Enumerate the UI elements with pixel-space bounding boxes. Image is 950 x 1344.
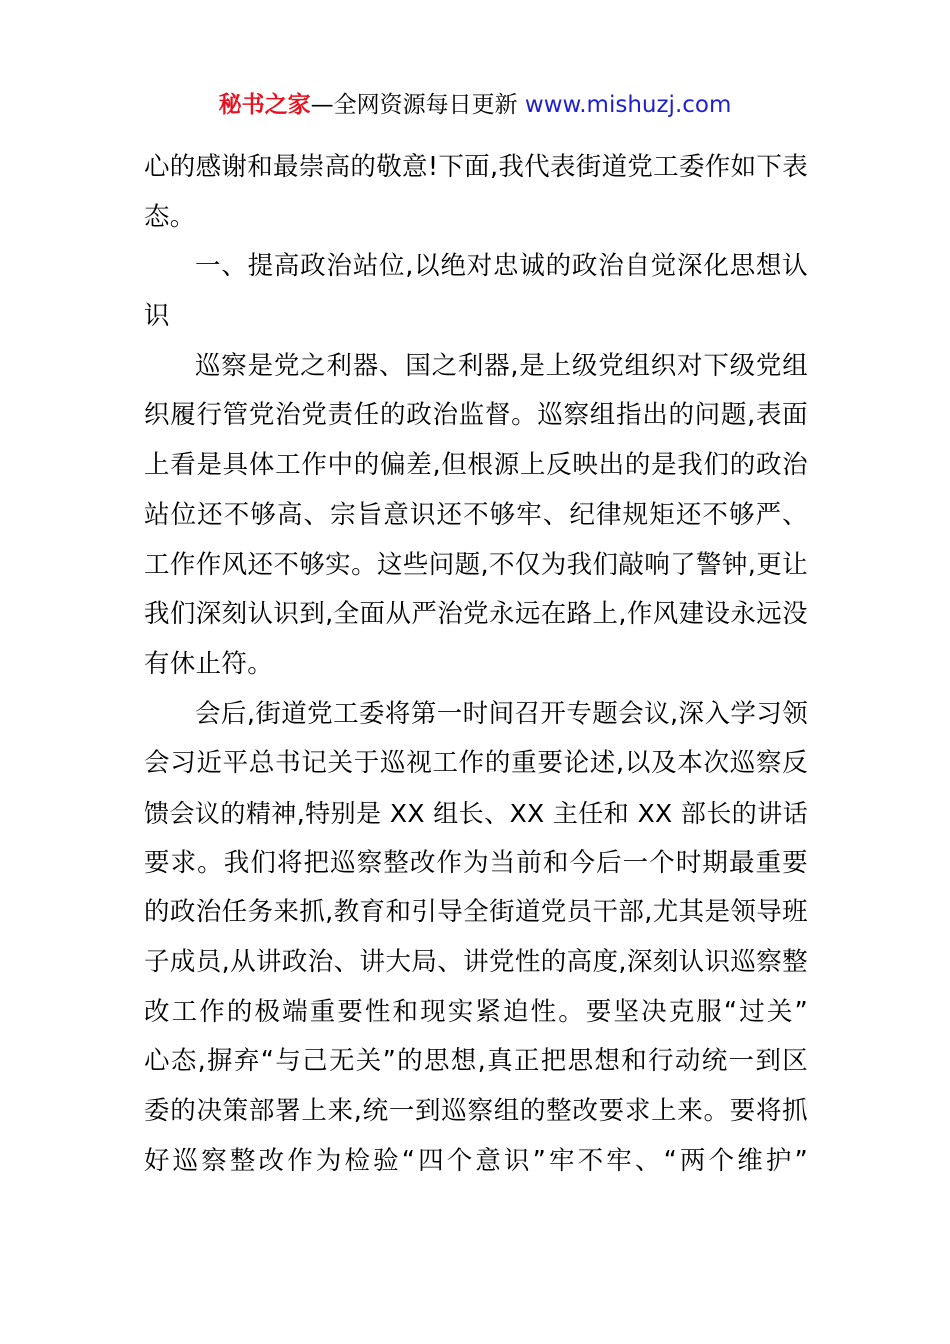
text-line: 上看是具体工作中的偏差,但根源上反映出的是我们的政治 [144,450,808,481]
text-line: 会习近平总书记关于巡视工作的重要论述,以及本次巡察反 [144,748,808,779]
text-line: 工作作风还不够实。这些问题,不仅为我们敲响了警钟,更让 [144,549,808,580]
text-line: 有休止符。 [144,648,274,679]
text-line: 改工作的极端重要性和现实紧迫性。要坚决克服“过关” [144,996,808,1027]
text-line: 好巡察整改作为检验“四个意识”牢不牢、“两个维护” [144,1145,808,1176]
text-line: 子成员,从讲政治、讲大局、讲党性的高度,深刻认识巡察整 [144,947,808,977]
text-line: 巡察是党之利器、国之利器,是上级党组织对下级党组 [195,350,808,381]
text-line: 的政治任务来抓,教育和引导全街道党员干部,尤其是领导班 [144,897,808,928]
text-line: 馈会议的精神,特别是 XX 组长、XX 主任和 XX 部长的讲话 [144,798,808,828]
brand-name: 秘书之家 [218,92,311,118]
header-tagline: —全网资源每日更新 [310,92,525,118]
document-body [144,143,808,1186]
text-line: 态。 [144,201,196,232]
text-line: 我们深刻认识到,全面从严治党永远在路上,作风建设永远没 [144,599,808,630]
text-line: 要求。我们将把巡察整改作为当前和今后一个时期最重要 [144,847,808,878]
site-url-link[interactable]: www.mishuzj.com [524,92,732,118]
text-line: 委的决策部署上来,统一到巡察组的整改要求上来。要将抓 [144,1096,808,1127]
section-heading-line: 一、提高政治站位,以绝对忠诚的政治自觉深化思想认 [195,251,808,282]
text-line: 心态,摒弃“与己无关”的思想,真正把思想和行动统一到区 [144,1046,808,1077]
text-line: 心的感谢和最崇高的敬意!下面,我代表街道党工委作如下表 [144,152,808,182]
text-line: 织履行管党治党责任的政治监督。巡察组指出的问题,表面 [144,400,808,431]
page-header [0,88,950,122]
section-heading-line: 识 [144,301,170,332]
text-line: 站位还不够高、宗旨意识还不够牢、纪律规矩还不够严、 [144,499,808,530]
text-line: 会后,街道党工委将第一时间召开专题会议,深入学习领 [195,698,808,729]
